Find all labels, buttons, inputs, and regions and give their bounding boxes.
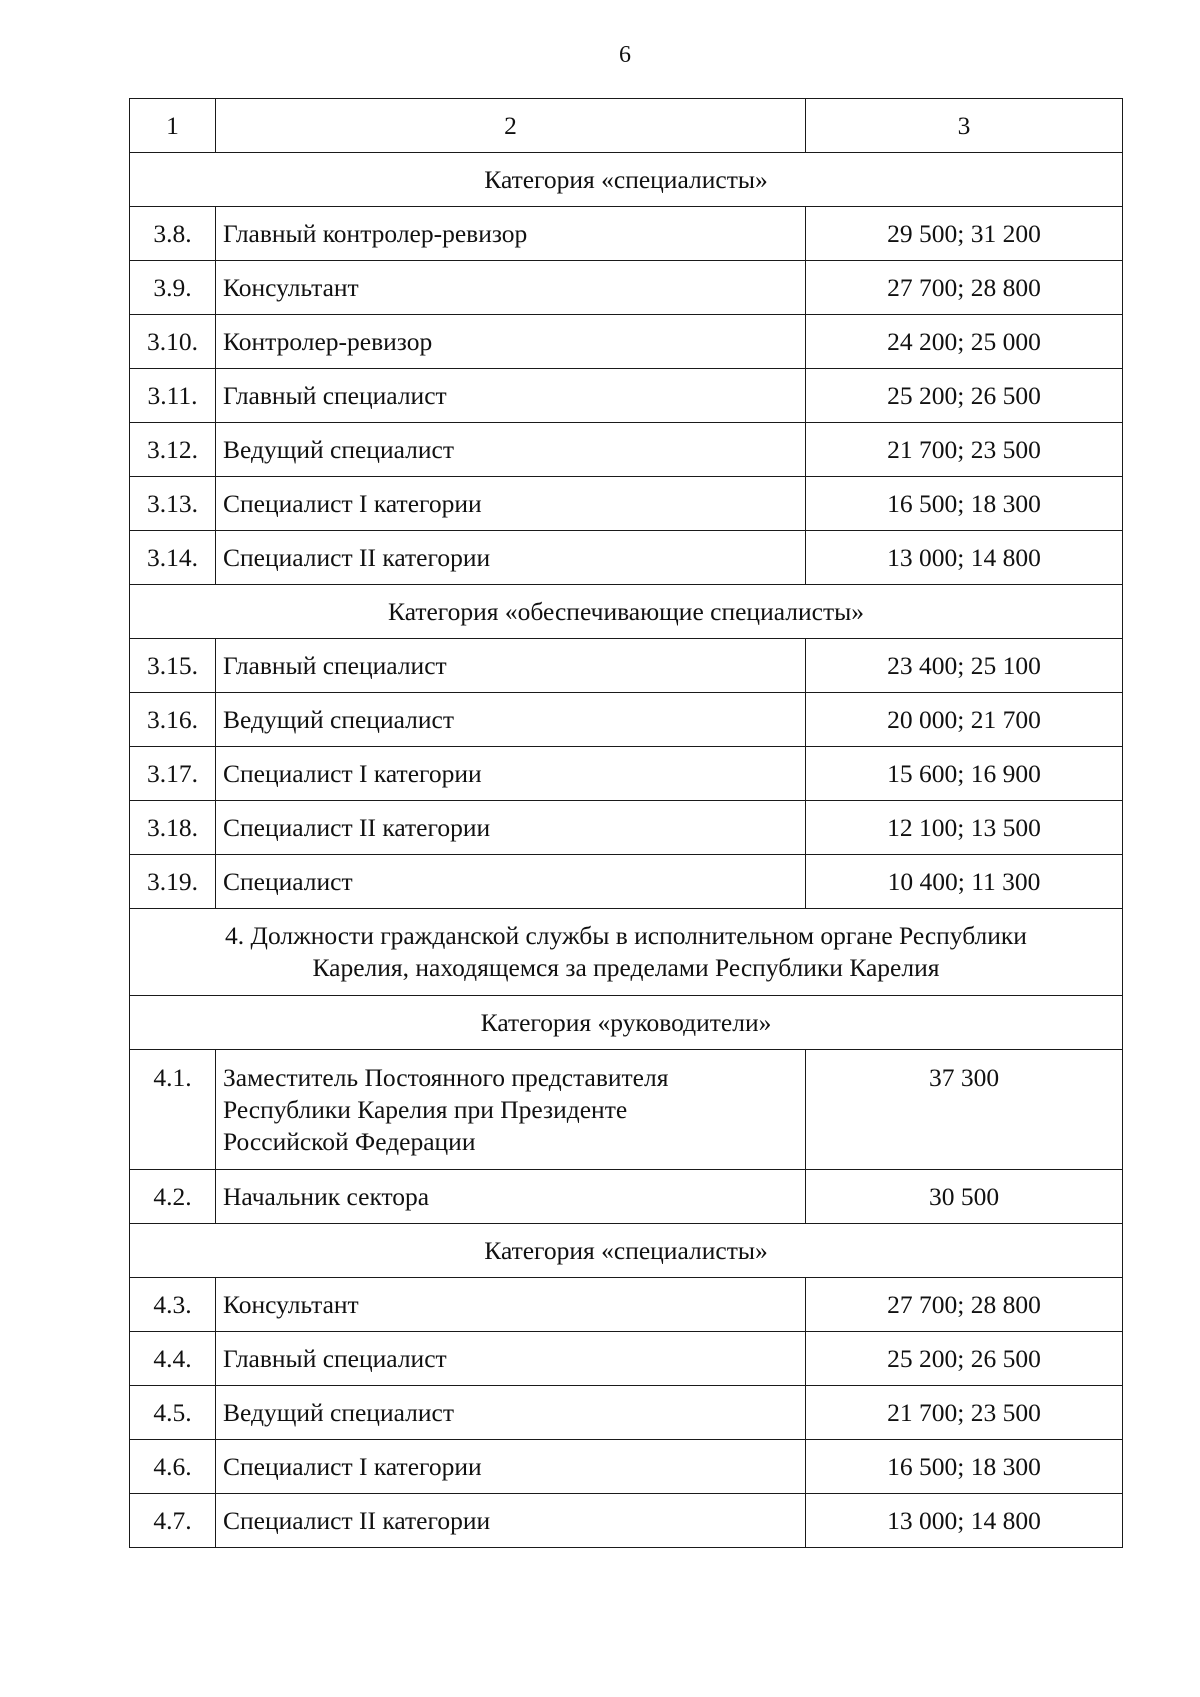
row-number: 3.8. <box>130 207 216 261</box>
table-row <box>130 531 1123 585</box>
salary-value: 12 100; 13 500 <box>806 801 1123 855</box>
row-number: 3.18. <box>130 801 216 855</box>
salary-value: 21 700; 23 500 <box>806 423 1123 477</box>
table-row <box>130 315 1123 369</box>
table-row <box>130 1170 1123 1224</box>
position-name: Главный контролер-ревизор <box>216 207 806 261</box>
position-name: Главный специалист <box>216 639 806 693</box>
row-number: 4.6. <box>130 1440 216 1494</box>
column-header-3: 3 <box>806 99 1123 153</box>
salary-value: 37 300 <box>806 1050 1123 1170</box>
position-name: Консультант <box>216 261 806 315</box>
position-name: Специалист I категории <box>216 1440 806 1494</box>
salary-table <box>129 98 1123 1548</box>
position-name-line: Заместитель Постоянного представителя <box>223 1063 669 1092</box>
salary-value: 30 500 <box>806 1170 1123 1224</box>
table-row <box>130 207 1123 261</box>
table-row <box>130 1494 1123 1548</box>
category-row <box>130 153 1123 207</box>
section-heading-row <box>130 909 1123 996</box>
salary-value: 25 200; 26 500 <box>806 369 1123 423</box>
salary-value: 21 700; 23 500 <box>806 1386 1123 1440</box>
category-label: Категория «руководители» <box>130 996 1123 1050</box>
row-number: 3.14. <box>130 531 216 585</box>
position-name: Консультант <box>216 1278 806 1332</box>
row-number: 4.2. <box>130 1170 216 1224</box>
row-number: 3.16. <box>130 693 216 747</box>
category-row <box>130 1224 1123 1278</box>
salary-value: 13 000; 14 800 <box>806 531 1123 585</box>
salary-value: 16 500; 18 300 <box>806 477 1123 531</box>
salary-value: 27 700; 28 800 <box>806 261 1123 315</box>
column-header-2: 2 <box>216 99 806 153</box>
row-number: 4.1. <box>130 1050 216 1170</box>
row-number: 3.10. <box>130 315 216 369</box>
page-number: 6 <box>619 42 631 68</box>
salary-value: 20 000; 21 700 <box>806 693 1123 747</box>
table-row <box>130 423 1123 477</box>
position-name: Специалист <box>216 855 806 909</box>
category-label: Категория «специалисты» <box>130 153 1123 207</box>
row-number: 3.19. <box>130 855 216 909</box>
position-name: Ведущий специалист <box>216 423 806 477</box>
category-row <box>130 585 1123 639</box>
row-number: 3.17. <box>130 747 216 801</box>
table-row <box>130 747 1123 801</box>
row-number: 4.3. <box>130 1278 216 1332</box>
section-heading-line-1: 4. Должности гражданской службы в исполнительном органе Республики <box>225 921 1027 950</box>
position-name: Главный специалист <box>216 1332 806 1386</box>
category-label: Категория «обеспечивающие специалисты» <box>130 585 1123 639</box>
row-number: 4.4. <box>130 1332 216 1386</box>
table-row <box>130 801 1123 855</box>
table-row <box>130 639 1123 693</box>
category-row <box>130 996 1123 1050</box>
salary-value: 13 000; 14 800 <box>806 1494 1123 1548</box>
position-name: Специалист II категории <box>216 801 806 855</box>
table-row <box>130 1386 1123 1440</box>
row-number: 3.11. <box>130 369 216 423</box>
position-name: Ведущий специалист <box>216 693 806 747</box>
column-header-1: 1 <box>130 99 216 153</box>
row-number: 3.13. <box>130 477 216 531</box>
table-row <box>130 1332 1123 1386</box>
section-heading-line-2: Карелия, находящемся за пределами Республики Карелия <box>312 953 940 982</box>
table-row <box>130 1440 1123 1494</box>
position-name: Специалист II категории <box>216 531 806 585</box>
position-name: Главный специалист <box>216 369 806 423</box>
category-label: Категория «специалисты» <box>130 1224 1123 1278</box>
table-header-row <box>130 99 1123 153</box>
row-number: 3.12. <box>130 423 216 477</box>
table-row <box>130 1050 1123 1170</box>
position-name: Контролер-ревизор <box>216 315 806 369</box>
position-name-line: Российской Федерации <box>223 1127 476 1156</box>
position-name <box>216 1050 806 1170</box>
position-name: Специалист II категории <box>216 1494 806 1548</box>
salary-value: 23 400; 25 100 <box>806 639 1123 693</box>
section-heading <box>130 909 1123 996</box>
salary-value: 15 600; 16 900 <box>806 747 1123 801</box>
row-number: 4.5. <box>130 1386 216 1440</box>
salary-value: 16 500; 18 300 <box>806 1440 1123 1494</box>
position-name: Специалист I категории <box>216 477 806 531</box>
salary-value: 25 200; 26 500 <box>806 1332 1123 1386</box>
salary-value: 24 200; 25 000 <box>806 315 1123 369</box>
position-name: Специалист I категории <box>216 747 806 801</box>
row-number: 3.15. <box>130 639 216 693</box>
table-row <box>130 693 1123 747</box>
table-row <box>130 261 1123 315</box>
salary-value: 10 400; 11 300 <box>806 855 1123 909</box>
table-row <box>130 369 1123 423</box>
row-number: 3.9. <box>130 261 216 315</box>
salary-value: 29 500; 31 200 <box>806 207 1123 261</box>
table-row <box>130 855 1123 909</box>
table-row <box>130 477 1123 531</box>
position-name-line: Республики Карелия при Президенте <box>223 1095 628 1124</box>
position-name: Начальник сектора <box>216 1170 806 1224</box>
position-name: Ведущий специалист <box>216 1386 806 1440</box>
row-number: 4.7. <box>130 1494 216 1548</box>
salary-value: 27 700; 28 800 <box>806 1278 1123 1332</box>
table-row <box>130 1278 1123 1332</box>
